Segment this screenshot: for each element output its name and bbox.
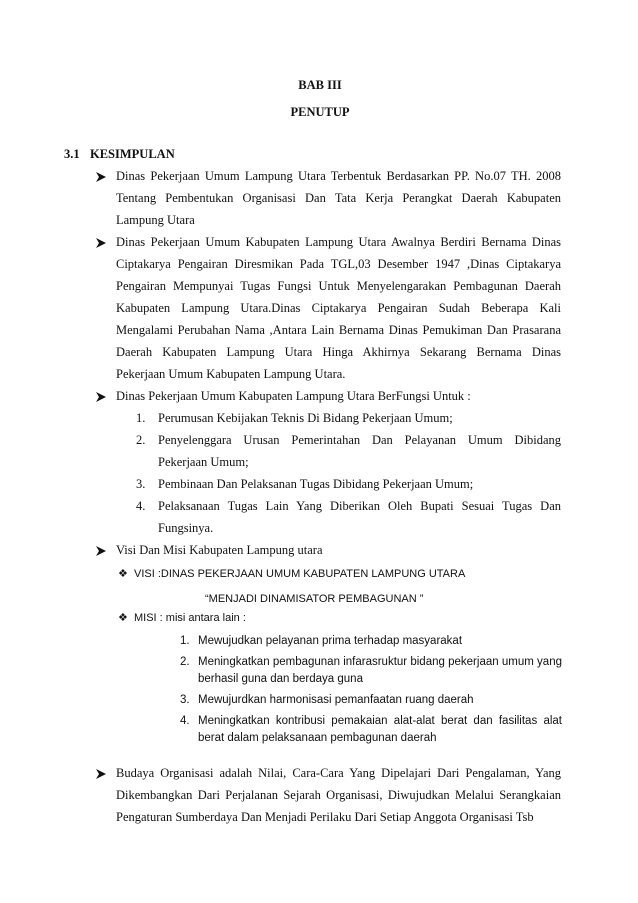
paragraph-3	[116, 385, 561, 407]
paragraph-line: Tentang Pembentukan Organisasi Dan Tata Kerja Perangkat Daerah Kabupaten	[116, 191, 561, 205]
arrow-bullet-icon	[95, 768, 107, 780]
chapter-label: BAB III	[298, 78, 342, 92]
list-number: 1.	[136, 411, 146, 425]
misi-label: MISI : misi antara lain :	[134, 612, 246, 624]
list-text: Meningkatkan pembagunan infarasruktur bidang pekerjaan umum yang berhasil guna dan berdaya guna	[198, 656, 562, 685]
list-text: Mewujurdkan harmonisasi pemanfaatan ruang daerah	[198, 694, 474, 706]
paragraph-line: Pengairan Mempunyai Tugas Fungsi Untuk Menyelengarakan Pembagunan Daerah	[116, 279, 561, 293]
list-text: Penyelenggara Urusan Pemerintahan Dan Pelayanan Umum Dibidang	[158, 433, 561, 447]
section-heading	[64, 147, 175, 162]
list-number: 3.	[180, 694, 190, 706]
section-title: KESIMPULAN	[90, 147, 175, 161]
list-text: Perumusan Kebijakan Teknis Di Bidang Pekerjaan Umum;	[158, 411, 453, 425]
list-number: 2.	[136, 433, 146, 447]
paragraph-line: Budaya Organisasi adalah Nilai, Cara-Cara Yang Dipelajari Dari Pengalaman, Yang	[116, 766, 561, 780]
list-item	[136, 495, 561, 539]
paragraph-line: Mengalami Perubahan Nama ,Antara Lain Bernama Dinas Pemukiman Dan Prasarana	[116, 323, 561, 337]
arrow-bullet-icon	[95, 171, 107, 183]
list-item	[136, 407, 561, 429]
list-item	[180, 654, 562, 688]
paragraph-line: Pekerjaan Umum Kabupaten Lampung Utara.	[116, 367, 346, 381]
paragraph-line: Lampung Utara	[116, 213, 195, 227]
arrow-bullet-icon	[95, 545, 107, 557]
fungsi-list	[136, 407, 561, 539]
list-text: Pembinaan Dan Pelaksanan Tugas Dibidang Pekerjaan Umum;	[158, 477, 474, 491]
list-item	[180, 713, 562, 747]
paragraph-line: Daerah Kabupaten Lampung Utara Hinga Akhirnya Sekarang Bernama Dinas	[116, 345, 561, 359]
list-number: 1.	[180, 635, 190, 647]
paragraph-line: Pengaturan Sumberdaya Dan Menjadi Perilaku Dari Setiap Anggota Organisasi Tsb	[116, 810, 534, 824]
paragraph-4	[116, 539, 561, 561]
paragraph-2	[116, 231, 561, 385]
visi-motto: “MENJADI DINAMISATOR PEMBAGUNAN ”	[205, 593, 424, 605]
list-item	[180, 692, 562, 709]
section-number: 3.1	[64, 147, 80, 161]
paragraph-line: Ciptakarya Pengairan Diresmikan Pada TGL,03 Desember 1947 ,Dinas Ciptakarya	[116, 257, 561, 271]
list-text: Pekerjaan Umum;	[158, 455, 249, 469]
visi-label: VISI :DINAS PEKERJAAN UMUM KABUPATEN LAMPUNG UTARA	[134, 568, 466, 580]
paragraph-line: Dikembangkan Dari Perjalanan Sejarah Organisasi, Diwujudkan Melalui Serangkaian	[116, 788, 561, 802]
list-number: 4.	[136, 499, 146, 513]
list-text: Pelaksanaan Tugas Lain Yang Diberikan Oleh Bupati Sesuai Tugas Dan	[158, 499, 561, 513]
paragraph-line: Dinas Pekerjaan Umum Lampung Utara Terbentuk Berdasarkan PP. No.07 TH. 2008	[116, 169, 561, 183]
misi-list	[180, 633, 562, 751]
list-item	[136, 429, 561, 473]
paragraph-5	[116, 762, 561, 828]
paragraph-1	[116, 165, 561, 231]
arrow-bullet-icon	[95, 237, 107, 249]
chapter-title: PENUTUP	[290, 105, 350, 119]
paragraph-line: Kabupaten Lampung Utara.Dinas Ciptakarya Pengairan Sudah Beberapa Kali	[116, 301, 561, 315]
arrow-bullet-icon	[95, 391, 107, 403]
diamond-bullet-icon: ❖	[118, 612, 128, 624]
list-number: 4.	[180, 715, 190, 727]
list-text: Fungsinya.	[158, 521, 214, 535]
list-text: Meningkatkan kontribusi pemakaian alat-alat berat dan fasilitas alat berat dalam pelaksanaan pembagunan daerah	[198, 715, 562, 744]
list-number: 3.	[136, 477, 146, 491]
paragraph-line: Visi Dan Misi Kabupaten Lampung utara	[116, 543, 323, 557]
list-item	[180, 633, 562, 650]
diamond-bullet-icon: ❖	[118, 568, 128, 580]
list-number: 2.	[180, 656, 190, 668]
list-item	[136, 473, 561, 495]
paragraph-line: Dinas Pekerjaan Umum Kabupaten Lampung Utara BerFungsi Untuk :	[116, 389, 471, 403]
list-text: Mewujudkan pelayanan prima terhadap masyarakat	[198, 635, 463, 647]
paragraph-line: Dinas Pekerjaan Umum Kabupaten Lampung Utara Awalnya Berdiri Bernama Dinas	[116, 235, 561, 249]
